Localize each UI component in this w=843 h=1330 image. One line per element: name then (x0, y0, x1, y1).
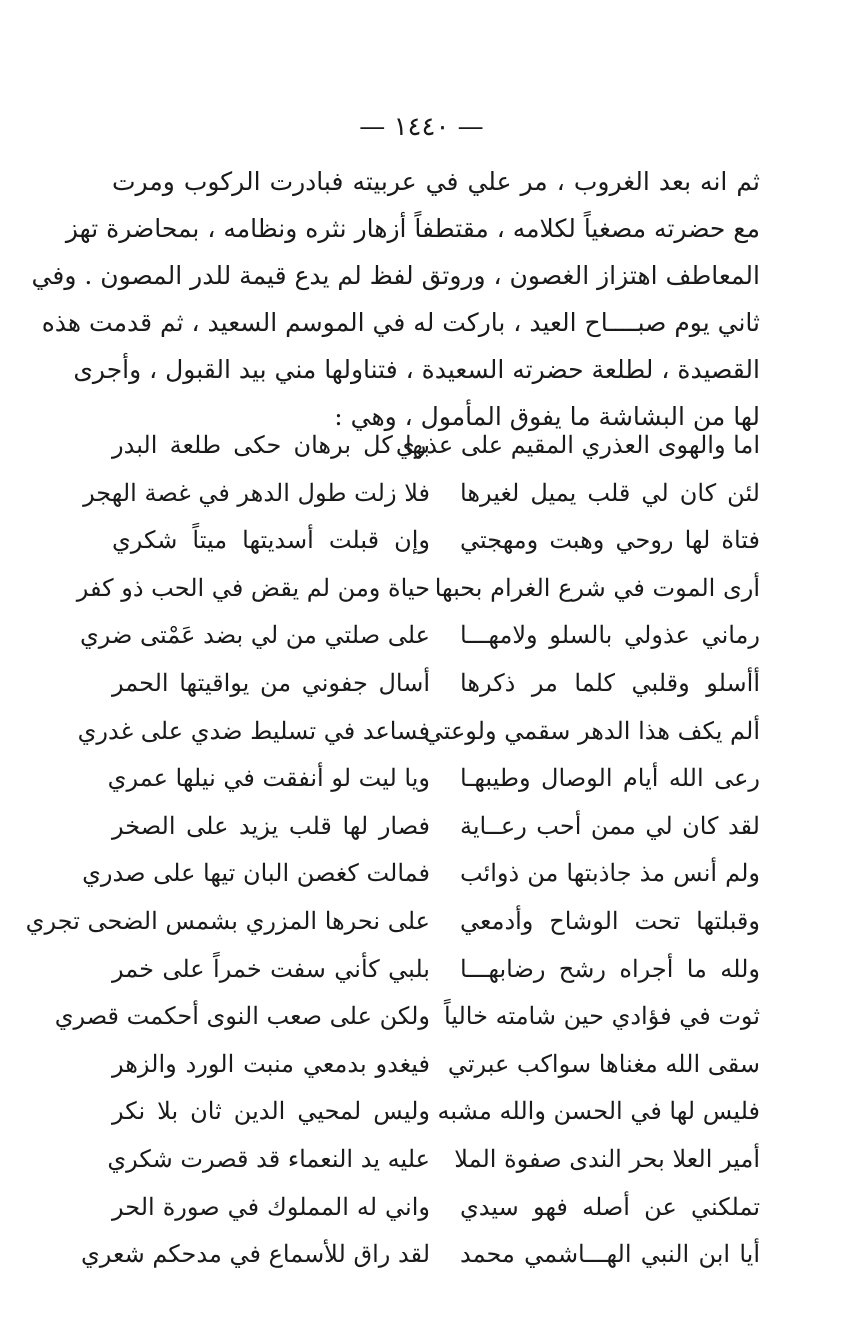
verse-second-hemistich: فيغدو بدمعي منبت الورد والزهر (112, 1049, 430, 1078)
verse (112, 660, 760, 708)
verse-second-hemistich: فمالت كغصن البان تيها على صدري (82, 859, 430, 888)
verse-second-hemistich: ولكن على صعب النوى أحكمت قصري (54, 1002, 430, 1031)
verse-first-hemistich: تملكني عن أصله فهو سيدي (460, 1192, 760, 1221)
verse-second-hemistich: فصار لها قلب يزيد على الصخر (112, 811, 430, 840)
verse-first-hemistich: ولم أنس مذ جاذبتها من ذوائب (460, 859, 760, 888)
verse-second-hemistich: عليه يد النعماء قد قصرت شكري (107, 1144, 430, 1173)
verse-second-hemistich: فساعد في تسليط ضدي على غدري (77, 716, 430, 745)
verse (54, 993, 760, 1041)
verse-first-hemistich: وقبلتها تحت الوشاح وأدمعي (460, 906, 760, 935)
verse (82, 850, 760, 898)
poem (25, 422, 760, 1279)
prose-line: المعاطف اهتزاز الغصون ، وروتق لفظ لم يدع قيمة للدر المصون . وفي (31, 261, 760, 290)
prose-line: ثاني يوم صبــــاح العيد ، باركت له في الموسم السعيد ، ثم قدمت هذه (41, 308, 760, 337)
page-number: — ١٤٤٠ — (359, 112, 484, 142)
verse-first-hemistich: ثوت في فؤادي حين شامته خالياً (443, 1002, 760, 1031)
verse-second-hemistich: لقد راق للأسماع في مدحكم شعري (80, 1240, 430, 1269)
prose-line: مع حضرته مصغياً لكلامه ، مقتطفاً أزهار نثره ونظامه ، بمحاضرة تهز (65, 214, 760, 243)
verse (112, 422, 760, 470)
verse-second-hemistich: أسال جفوني من يواقيتها الحمر (112, 668, 430, 697)
verse-second-hemistich: على صلتي من لي بضد عَمْتى ضري (80, 621, 430, 650)
verse-first-hemistich: أأسلو وقلبي كلما مر ذكرها (460, 668, 760, 697)
verse (77, 708, 760, 756)
prose-line: ثم انه بعد الغروب ، مر علي في عربيته فبادرت الركوب ومرت (112, 167, 760, 196)
verse-second-hemistich: وإن قبلت أسديتها ميتاً شكري (112, 526, 430, 555)
prose-line: لها من البشاشة ما يفوق المأمول ، وهي : (334, 402, 760, 431)
prose-paragraph (31, 158, 760, 440)
verse-first-hemistich: لقد كان لي ممن أحب رعــاية (460, 811, 760, 840)
verse-second-hemistich: حياة ومن لم يقض في الحب ذو كفر (76, 573, 430, 602)
verse-second-hemistich: واني له المملوك في صورة الحر (112, 1192, 430, 1221)
verse-first-hemistich: فليس لها في الحسن والله مشبه (437, 1097, 760, 1126)
verse-second-hemistich: على نحرها المزري بشمس الضحى تجري (25, 906, 430, 935)
verse-first-hemistich: رعى الله أيام الوصال وطيبهـا (460, 764, 760, 793)
verse-first-hemistich: ألم يكف هذا الدهر سقمي ولوعتي (423, 716, 760, 745)
verse-first-hemistich: أرى الموت في شرع الغرام بحبها (434, 573, 760, 602)
prose-line: القصيدة ، لطلعة حضرته السعيدة ، فتناولها مني بيد القبول ، وأجرى (73, 355, 760, 384)
verse (83, 470, 760, 518)
verse (80, 1231, 760, 1279)
verse-second-hemistich: وليس لمحيي الدين ثان بلا نكر (112, 1097, 430, 1126)
verse-first-hemistich: ولله ما أجراه رشح رضابهـــا (460, 954, 760, 983)
verse (80, 612, 760, 660)
verse-first-hemistich: لئن كان لي قلب يميل لغيرها (460, 478, 760, 507)
verse-first-hemistich: فتاة لها روحي وهبت ومهجتي (460, 526, 760, 555)
verse-second-hemistich: ويا ليت لو أنفقت في نيلها عمري (107, 764, 430, 793)
verse (112, 517, 760, 565)
verse-first-hemistich: سقى الله مغناها سواكب عبرتي (447, 1049, 760, 1078)
verse (112, 803, 760, 851)
verse-first-hemistich: أمير العلا بحر الندى صفوة الملا (454, 1144, 760, 1173)
verse (107, 1136, 760, 1184)
verse-second-hemistich: فلا زلت طول الدهر في غصة الهجر (83, 478, 430, 507)
verse (112, 946, 760, 994)
verse-first-hemistich: اما والهوى العذري المقيم على عذري (395, 431, 760, 459)
verse (112, 1184, 760, 1232)
verse (112, 1088, 760, 1136)
verse (112, 1041, 760, 1089)
verse (107, 755, 760, 803)
verse-second-hemistich: بها كل برهان حكى طلعة البدر (112, 431, 430, 459)
verse (76, 565, 760, 613)
verse (25, 898, 760, 946)
verse-second-hemistich: بلبي كأني سفت خمراً على خمر (112, 954, 430, 983)
verse-first-hemistich: رماني عذولي بالسلو ولامهـــا (460, 621, 760, 650)
verse-first-hemistich: أيا ابن النبي الهـــاشمي محمد (460, 1240, 760, 1269)
